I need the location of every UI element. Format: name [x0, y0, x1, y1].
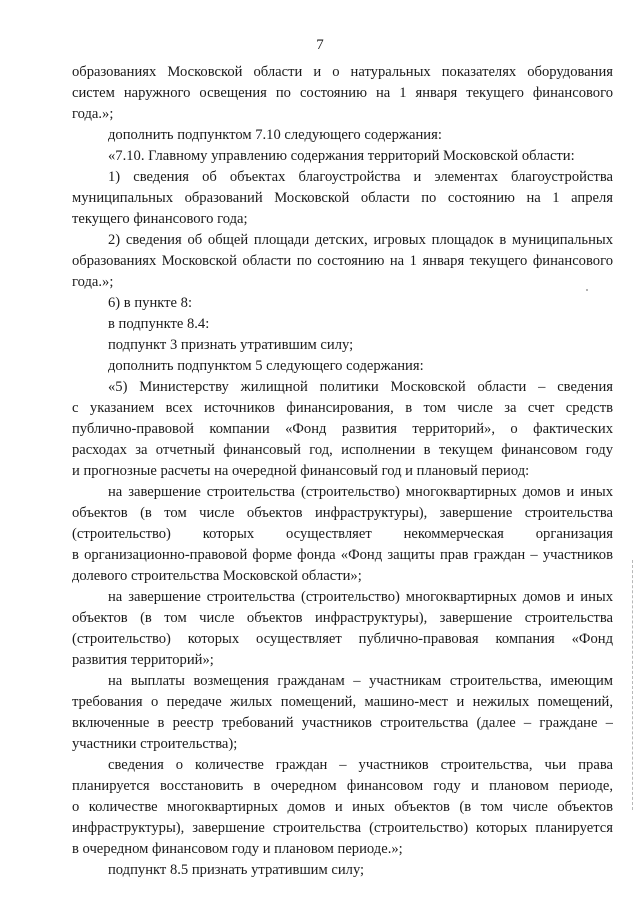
text-line: подпункт 3 признать утратившим силу; [108, 337, 354, 353]
text-line: на завершение строительства (строительство) многоквартирных домов и иных [108, 484, 613, 500]
text-line: систем наружного освещения по состоянию на 1 января текущего финансового [72, 85, 613, 101]
document-body [72, 62, 613, 881]
text-line: 6) в пункте 8: [108, 295, 193, 311]
text-line: публично-правовой компании «Фонд развития территорий», о фактических [72, 421, 613, 437]
scan-margin-mark [632, 560, 635, 810]
text-line: с указанием всех источников финансирования, в том числе за счет средств [72, 400, 613, 416]
text-line: объектов (в том числе объектов инфраструктуры), завершение строительства [72, 610, 613, 626]
text-line: «7.10. Главному управлению содержания территорий Московской области: [108, 148, 575, 164]
text-line: образованиях Московской области и о натуральных показателях оборудования [72, 64, 613, 80]
text-line: 2) сведения об общей площади детских, игровых площадок в муниципальных [108, 232, 613, 248]
text-line: в подпункте 8.4: [108, 316, 210, 332]
text-line: сведения о количестве граждан – участников строительства, чьи права [108, 757, 613, 773]
text-line: на выплаты возмещения гражданам – участникам строительства, имеющим [108, 673, 613, 689]
text-line: (строительство) которых осуществляет публично-правовая компания «Фонд [72, 631, 613, 647]
text-line: планируется восстановить в очередном финансовом году и плановом периоде, [72, 778, 613, 794]
text-line: долевого строительства Московской области»; [72, 568, 362, 584]
text-line: года.»; [72, 106, 114, 122]
text-line: «5) Министерству жилищной политики Московской области – сведения [108, 379, 613, 395]
text-line: о количестве многоквартирных домов и иных объектов (в том числе объектов [72, 799, 613, 815]
text-line: дополнить подпунктом 7.10 следующего содержания: [108, 127, 442, 143]
text-line: инфраструктуры), завершение строительства (строительство) которых планируется [72, 820, 613, 836]
scan-speck [586, 289, 588, 291]
text-line: участники строительства); [72, 736, 238, 752]
text-line: муниципальных образований Московской области по состоянию на 1 апреля [72, 190, 613, 206]
text-line: объектов (в том числе объектов инфраструктуры), завершение строительства [72, 505, 613, 521]
text-line: расходах за отчетный финансовый год, исполнении в текущем финансовом году [72, 442, 613, 458]
text-line: года.»; [72, 274, 114, 290]
text-line: 1) сведения об объектах благоустройства и элементах благоустройства [108, 169, 613, 185]
text-line: на завершение строительства (строительство) многоквартирных домов и иных [108, 589, 613, 605]
text-line: дополнить подпунктом 5 следующего содержания: [108, 358, 424, 374]
text-line: текущего финансового года; [72, 211, 248, 227]
text-line: включенные в реестр требований участников строительства (далее – граждане – [72, 715, 613, 731]
page-number: 7 [316, 37, 324, 53]
text-line: (строительство) которых осуществляет некоммерческая организация [72, 526, 613, 542]
text-line: и прогнозные расчеты на очередной финансовый год и плановый период: [72, 463, 530, 479]
text-line: образованиях Московской области по состоянию на 1 января текущего финансового [72, 253, 613, 269]
text-line: требования о передаче жилых помещений, машино-мест и нежилых помещений, [72, 694, 613, 710]
text-line: развития территорий»; [72, 652, 214, 668]
text-line: в организационно-правовой форме фонда «Фонд защиты прав граждан – участников [72, 547, 613, 563]
text-line: в очередном финансовом году и плановом периоде.»; [72, 841, 403, 857]
text-line: подпункт 8.5 признать утратившим силу; [108, 862, 365, 878]
